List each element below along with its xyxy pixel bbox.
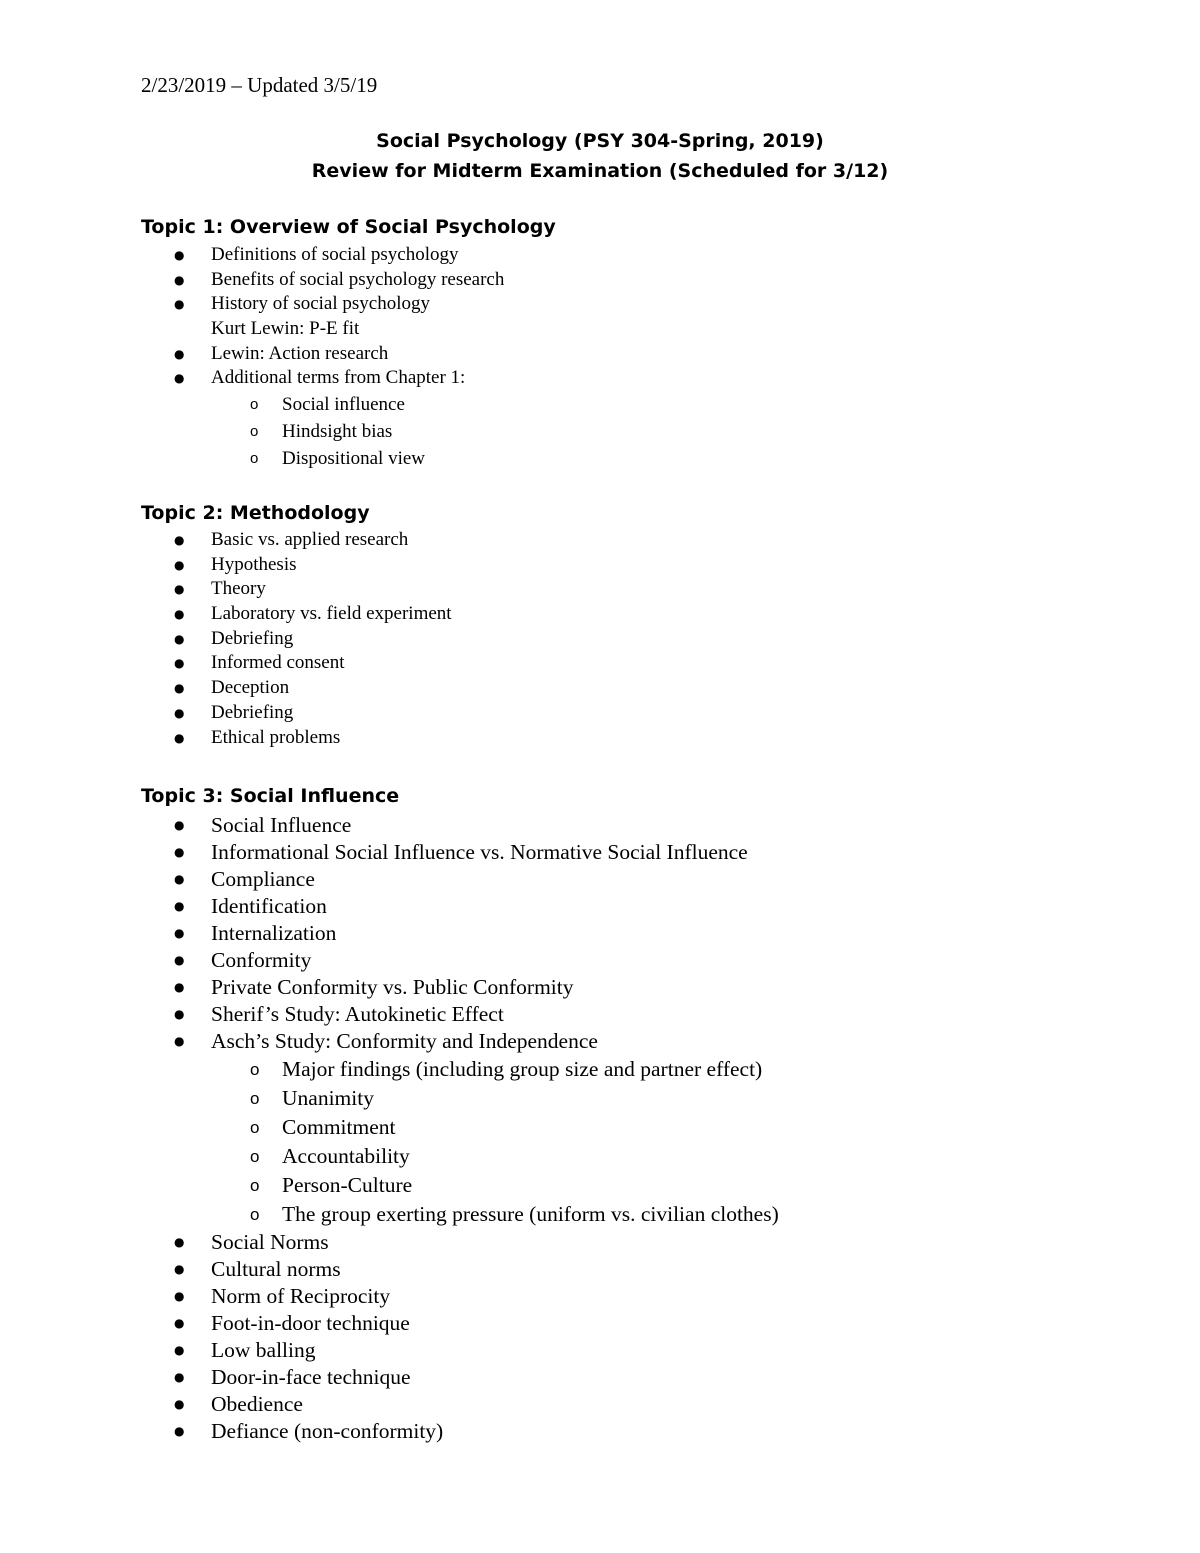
list-item: ● Defiance (non-conformity): [211, 1418, 1200, 1445]
list-item: ● Low balling: [211, 1337, 1200, 1364]
list-item: Kurt Lewin: P-E fit: [211, 318, 360, 340]
list-item: ● Identification: [211, 893, 1200, 920]
list-item: ● Additional terms from Chapter 1:: [211, 366, 1200, 391]
list-item: ● Benefits of social psychology research: [211, 268, 1200, 293]
document-date: 2/23/2019 – Updated 3/5/19: [141, 73, 378, 97]
sub-list-item: o Unanimity: [282, 1084, 1200, 1113]
sub-list-item: o Accountability: [282, 1142, 1200, 1171]
list-item: ● Laboratory vs. field experiment: [211, 602, 1200, 627]
sub-list-item: o Social influence: [282, 391, 1200, 418]
topic-3-heading: Topic 3: Social Influence: [141, 785, 400, 807]
document-title: Social Psychology (PSY 304-Spring, 2019): [376, 130, 824, 152]
list-item: ● Sherif’s Study: Autokinetic Effect: [211, 1001, 1200, 1028]
list-item: ● Informational Social Influence vs. Normative Social Influence: [211, 839, 1200, 866]
sub-list-item: o Hindsight bias: [282, 418, 1200, 445]
list-item: ● Ethical problems: [211, 726, 1200, 751]
list-item: ● Informed consent: [211, 651, 1200, 676]
list-item: ● Compliance: [211, 866, 1200, 893]
list-item: ● Internalization: [211, 920, 1200, 947]
list-item: ● Foot-in-door technique: [211, 1310, 1200, 1337]
sub-list-item: o Dispositional view: [282, 445, 1200, 472]
topic-1-list: [0, 243, 1200, 472]
sub-list-item: o The group exerting pressure (uniform vs. civilian clothes): [282, 1200, 1200, 1229]
sub-list-item: o Major findings (including group size and partner effect): [282, 1055, 1200, 1084]
topic-3-list: [0, 812, 1200, 1445]
topic-1-heading: Topic 1: Overview of Social Psychology: [141, 216, 556, 238]
list-item: ● Lewin: Action research: [211, 342, 1200, 367]
list-item: ● Conformity: [211, 947, 1200, 974]
list-item: ● Social Influence: [211, 812, 1200, 839]
list-item: ● Hypothesis: [211, 553, 1200, 578]
list-item: ● Deception: [211, 676, 1200, 701]
list-item: ● Norm of Reciprocity: [211, 1283, 1200, 1310]
list-item: ● Obedience: [211, 1391, 1200, 1418]
list-item: ● Door-in-face technique: [211, 1364, 1200, 1391]
sub-list-item: o Commitment: [282, 1113, 1200, 1142]
list-item: ● Theory: [211, 577, 1200, 602]
document-subtitle: Review for Midterm Examination (Scheduled for 3/12): [311, 160, 889, 182]
list-item: ● History of social psychology: [211, 292, 1200, 317]
topic-2-heading: Topic 2: Methodology: [141, 502, 370, 524]
list-item: ● Private Conformity vs. Public Conformity: [211, 974, 1200, 1001]
sub-list-item: o Person-Culture: [282, 1171, 1200, 1200]
list-item: ● Definitions of social psychology: [211, 243, 1200, 268]
list-item: ● Debriefing: [211, 701, 1200, 726]
list-item: ● Basic vs. applied research: [211, 528, 1200, 553]
list-item: ● Asch’s Study: Conformity and Independence: [211, 1028, 1200, 1055]
list-item: ● Cultural norms: [211, 1256, 1200, 1283]
list-item: ● Debriefing: [211, 627, 1200, 652]
list-item: ● Social Norms: [211, 1229, 1200, 1256]
topic-2-list: [0, 528, 1200, 750]
